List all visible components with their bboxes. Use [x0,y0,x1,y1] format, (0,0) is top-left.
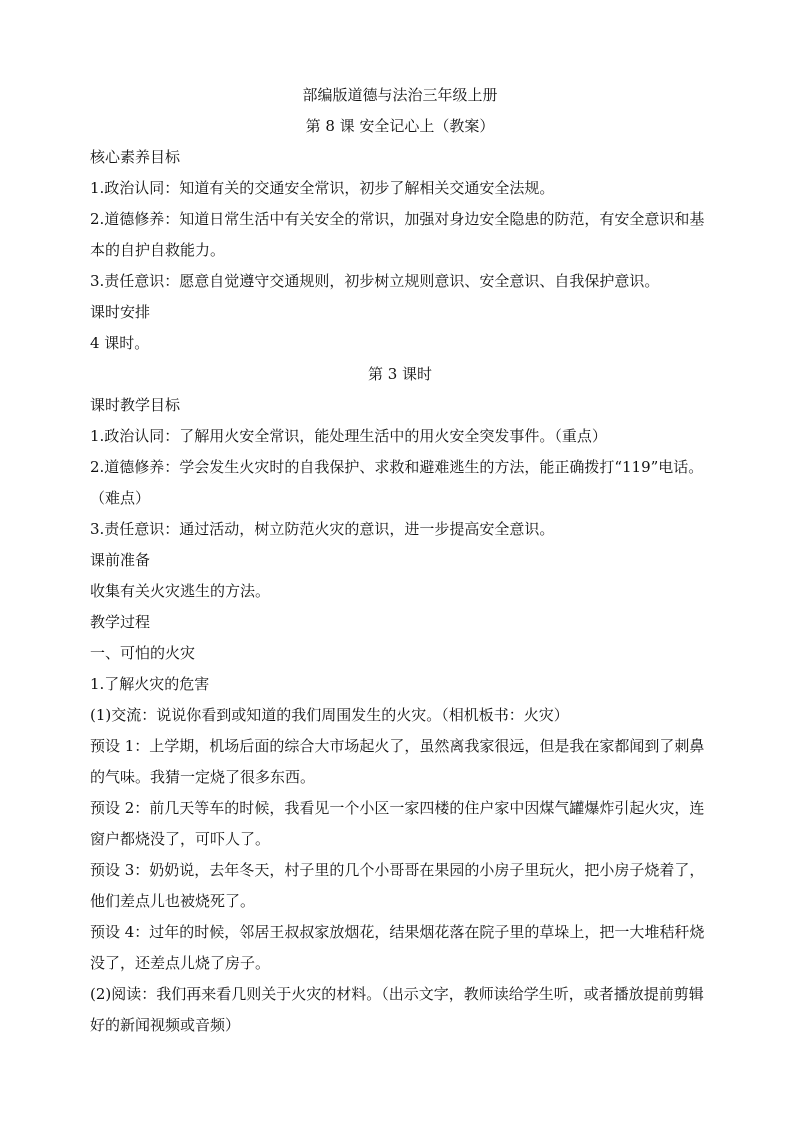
part1-title: 一、可怕的火灾 [90,644,196,662]
core-item: 1.政治认同：知道有关的交通安全常识，初步了解相关交通安全法规。 [90,179,555,197]
core-item: 2.道德修养：知道日常生活中有关安全的常识，加强对身边安全隐患的防范，有安全意识和基本的自护自救能力。 [90,210,705,259]
section-heading-prep: 课前准备 [90,551,151,569]
goal-item: 2.道德修养：学会发生火灾时的自我保护、求救和避难逃生的方法，能正确拨打“119”电话。（难点） [90,458,704,507]
step1-item: 预设 2：前几天等车的时候，我看见一个小区一家四楼的住户家中因煤气罐爆炸引起火灾，连窗户都烧没了，可吓人了。 [90,799,705,848]
lesson-heading: 第 3 课时 [367,365,433,383]
step1-item: 预设 4：过年的时候，邻居王叔叔家放烟花，结果烟花落在院子里的草垛上，把一大堆秸秆烧没了，还差点儿烧了房子。 [90,923,705,972]
section-heading-schedule: 课时安排 [90,303,151,321]
step1-item: (1)交流：说说你看到或知道的我们周围发生的火灾。（相机板书：火灾） [90,706,569,724]
step1-item: 预设 1：上学期，机场后面的综合大市场起火了，虽然离我家很远，但是我在家都闻到了刺鼻的气味。我猜一定烧了很多东西。 [90,737,705,786]
document-body [90,80,710,1041]
prep-text: 收集有关火灾逃生的方法。 [90,582,271,600]
document-title: 部编版道德与法治三年级上册 [302,86,498,104]
step1-item: (2)阅读：我们再来看几则关于火灾的材料。（出示文字，教师读给学生听，或者播放提前剪辑好的新闻视频或音频） [90,985,704,1034]
goal-item: 1.政治认同：了解用火安全常识，能处理生活中的用火安全突发事件。（重点） [90,427,607,445]
document-subtitle: 第 8 课 安全记心上（教案） [305,117,495,135]
goal-item: 3.责任意识：通过活动，树立防范火灾的意识，进一步提高安全意识。 [90,520,555,538]
section-heading-core: 核心素养目标 [90,148,181,166]
step1-title: 1.了解火灾的危害 [90,675,210,693]
schedule-text: 4 课时。 [90,334,150,352]
step1-item: 预设 3：奶奶说，去年冬天，村子里的几个小哥哥在果园的小房子里玩火，把小房子烧着了，他们差点儿也被烧死了。 [90,861,705,910]
section-heading-goals: 课时教学目标 [90,396,181,414]
section-heading-process: 教学过程 [90,613,151,631]
core-item: 3.责任意识：愿意自觉遵守交通规则，初步树立规则意识、安全意识、自我保护意识。 [90,272,660,290]
